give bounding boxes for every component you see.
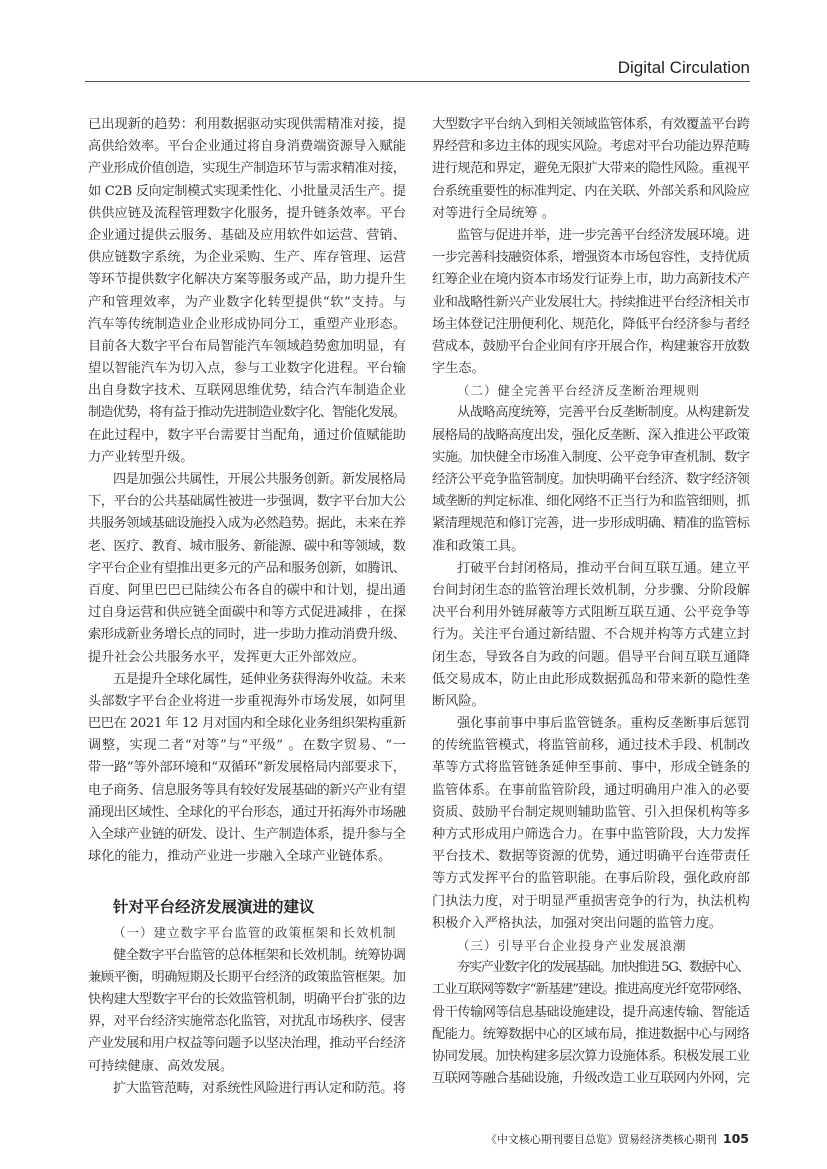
text-line: 等方式发挥平台的监管职能。在事后阶段，强化政府部	[432, 871, 751, 887]
paragraph	[88, 1078, 406, 1100]
text-line: 过自身运营和供应链全面碳中和等方式促进减排 ，在探	[88, 605, 406, 621]
text-line-wrap	[432, 181, 750, 203]
text-line-wrap	[432, 1002, 750, 1024]
subsection-heading: （三）引导平台企业投身产业发展浪潮	[457, 937, 687, 953]
header-rule	[85, 81, 750, 82]
text-line: 监管与促进并举，进一步完善平台经济发展环境。进	[457, 227, 750, 243]
text-line-wrap	[88, 536, 406, 558]
text-line-wrap	[88, 989, 406, 1011]
text-line: 产业发展和用户权益等问题予以坚决治理，推动平台经济	[88, 1036, 406, 1052]
text-line-wrap	[432, 647, 750, 669]
text-line-wrap	[88, 114, 406, 136]
text-line-wrap	[88, 469, 406, 491]
running-header-title: Digital Circulation	[617, 58, 750, 77]
text-line: 红筹企业在境内资本市场发行证券上市，助力高新技术产	[432, 272, 750, 288]
text-line-wrap	[432, 225, 750, 247]
paragraph	[432, 957, 750, 1090]
text-line: 场主体登记注册便利化、规范化，降低平台经济参与者经	[432, 316, 750, 332]
text-line-wrap	[88, 757, 406, 779]
text-line: 制造优势，将有益于推动先进制造业数字化、智能化发展。	[88, 405, 406, 421]
text-line: 强化事前事中事后监管链条。重构反垄断事后惩罚	[457, 716, 751, 732]
text-line: 革等方式将监管链条延伸至事前、事中，形成全链条的	[432, 760, 751, 776]
text-line: 涌现出区域性、全球化的平台形态，通过开拓海外市场融	[88, 804, 406, 820]
text-line-wrap	[88, 380, 406, 402]
text-line: 出自身数字技术、互联网思维优势，结合汽车制造企业	[88, 383, 407, 399]
text-line: 决平台利用外链屏蔽等方式阻断互联互通、公平竞争等	[432, 605, 751, 621]
text-line-wrap	[432, 203, 750, 225]
text-line-wrap	[88, 225, 406, 247]
text-line: 协同发展。加快构建多层次算力设施体系。积极发展工业	[432, 1048, 750, 1064]
paragraph	[88, 945, 406, 1078]
text-line: 从战略高度统筹，完善平台反垄断制度。从构建新发	[457, 405, 750, 421]
text-line-wrap	[432, 891, 750, 913]
paragraph	[432, 713, 750, 935]
text-line-wrap	[88, 624, 406, 646]
text-line: 骨干传输网等信息基础设施建设，提升高速传输、智能适	[432, 1004, 750, 1020]
text-line: 在此过程中，数字平台需要甘当配角，通过价值赋能助	[88, 427, 407, 443]
text-line-wrap	[88, 203, 406, 225]
text-line: 域垄断的判定标准、细化网络不正当行为和监管细则，抓	[432, 494, 750, 510]
text-line: 共服务领域基础设施投入成为必然趋势。据此，未来在养	[88, 516, 406, 532]
text-line-wrap	[432, 447, 750, 469]
text-line: 望以智能汽车为切入点，参与工业数字化进程。平台输	[88, 361, 407, 377]
text-line-wrap	[88, 181, 406, 203]
text-line-wrap	[432, 1024, 750, 1046]
text-line-wrap	[432, 868, 750, 890]
text-line: 行为。关注平台通过新结盟、不合规并构等方式建立封	[432, 627, 751, 643]
text-line: 监管体系。在事前监管阶段，通过明确用户准入的必要	[432, 782, 751, 798]
text-line-wrap	[88, 1078, 406, 1100]
text-line-wrap	[432, 913, 750, 935]
text-line: 准和政策工具。	[432, 538, 525, 554]
text-line-wrap	[432, 691, 750, 713]
text-line: 已出现新的趋势：利用数据驱动实现供需精准对接，提	[88, 117, 407, 132]
text-line-wrap	[88, 314, 406, 336]
text-line-wrap	[432, 314, 750, 336]
text-line-wrap	[88, 647, 406, 669]
text-line-wrap	[88, 945, 406, 967]
text-line-wrap	[432, 824, 750, 846]
text-line: 一步完善科技融资体系，增强资本市场包容性，支持优质	[432, 250, 750, 266]
text-line: 五是提升全球化属性，延伸业务获得海外收益。未来	[113, 671, 406, 687]
text-line: 力产业转型升级。	[88, 449, 194, 465]
text-line: 夯实产业数字化的发展基础。加快推进 5G、数据中心、	[457, 960, 749, 976]
text-line-wrap	[432, 513, 750, 535]
text-line-wrap	[432, 735, 750, 757]
text-line: 如 C2B 反向定制模式实现柔性化、小批量灵活生产。提	[88, 183, 406, 199]
text-line-wrap	[432, 624, 750, 646]
text-line-wrap	[432, 358, 750, 380]
text-line-wrap	[432, 957, 750, 979]
text-line-wrap	[432, 846, 750, 868]
text-line: 进行规范和界定，避免无限扩大带来的隐性风险。重视平	[432, 161, 750, 177]
text-line: 紧清理规范和修订完善，进一步形成明确、精准的监管标	[432, 516, 750, 532]
text-line: 打破平台封闭格局，推动平台间互联互通。建立平	[457, 560, 751, 576]
text-line: 可持续健康、高效发展。	[88, 1058, 234, 1074]
text-line: 台系统重要性的标准判定、内在关联、外部关系和风险应	[432, 183, 750, 199]
subsection-heading: （一）建立数字平台监管的政策框架和长效机制	[113, 925, 397, 941]
text-line: 闭生态，导致各自为政的问题。倡导平台间互联互通降	[432, 649, 751, 665]
text-line-wrap	[432, 292, 750, 314]
text-line-wrap	[432, 580, 750, 602]
text-line-wrap	[432, 802, 750, 824]
text-line: 兼顾平衡，明确短期及长期平台经济的政策监管框架。加	[88, 969, 406, 985]
text-line-wrap	[432, 979, 750, 1001]
subsection-heading: （二）健全完善平台经济反垄断治理规则	[457, 383, 701, 399]
paragraph	[88, 114, 406, 469]
text-line: 平台技术、数据等资源的优势，通过明确平台连带责任	[432, 849, 751, 865]
text-line: 巴巴在 2021 年 12 月对国内和全球化业务组织架构重新	[88, 716, 406, 732]
text-line-wrap	[88, 491, 406, 513]
text-line: 高供给效率。平台企业通过将自身消费端资源导入赋能	[88, 139, 407, 155]
text-line: 字生态。	[432, 361, 485, 377]
text-line: 快构建大型数字平台的长效监管机制，明确平台扩张的边	[88, 991, 406, 1007]
text-line-wrap	[88, 558, 406, 580]
text-line-wrap	[88, 402, 406, 424]
paragraph	[88, 469, 406, 669]
text-line: 对等进行全局统筹 。	[432, 205, 555, 221]
text-line: 头部数字平台企业将进一步重视海外市场发展，如阿里	[88, 693, 407, 709]
text-line-wrap	[88, 846, 406, 868]
text-line: 产和管理效率，为产业数字化转型提供“软”支持。与	[88, 294, 407, 310]
text-line-wrap	[88, 1056, 406, 1078]
text-line-wrap	[88, 336, 406, 358]
text-line: 电子商务、信息服务等具有较好发展基础的新兴产业有望	[88, 782, 406, 798]
text-line: 四是加强公共属性，开展公共服务创新。新发展格局	[113, 472, 406, 487]
text-line: 目前各大数字平台布局智能汽车领域趋势愈加明显，有	[88, 338, 407, 354]
text-line-wrap	[88, 713, 406, 735]
text-line-wrap	[432, 136, 750, 158]
text-line: 百度、阿里巴巴已陆续公布各自的碳中和计划，提出通	[88, 582, 407, 598]
text-line-wrap	[88, 247, 406, 269]
text-line-wrap	[432, 757, 750, 779]
text-line: 种方式形成用户筛选合力。在事中监管阶段，大力发挥	[432, 827, 751, 842]
text-line: 资质、鼓励平台制定规则辅助监管、引入担保机构等多	[432, 804, 751, 820]
text-line-wrap	[432, 491, 750, 513]
text-line: 营成本，鼓励平台企业间有序开展合作，构建兼容开放数	[432, 338, 750, 354]
text-line: 带一路”等外部环境和“双循环”新发展格局内部要求下，	[88, 760, 406, 776]
paragraph	[432, 558, 750, 713]
text-line: 台间封闭生态的监管治理长效机制，分步骤、分阶段解	[432, 582, 751, 598]
text-line: 工业互联网等数字“新基建”建设。推进高度光纤宽带网络、	[432, 982, 750, 998]
text-line-wrap	[88, 292, 406, 314]
text-line-wrap	[432, 1046, 750, 1068]
paragraph	[432, 402, 750, 557]
text-line: 供供应链及流程管理数字化服务，提升链条效率。平台	[88, 205, 407, 221]
text-line-wrap	[88, 802, 406, 824]
text-line: 扩大监管范畴，对系统性风险进行再认定和防范。将	[113, 1080, 406, 1096]
text-line: 企业通过提供云服务、基础及应用软件如运营、营销、	[88, 227, 407, 243]
text-line-wrap	[88, 691, 406, 713]
text-line: 断风险。	[432, 693, 485, 709]
text-line-wrap	[88, 358, 406, 380]
text-line-wrap	[88, 158, 406, 180]
text-line-wrap	[432, 558, 750, 580]
text-line-wrap	[432, 536, 750, 558]
page-number: 105	[722, 1131, 749, 1146]
text-line: 产业形成价值创造，实现生产制造环节与需求精准对接，	[88, 161, 406, 177]
text-line-wrap	[432, 780, 750, 802]
text-line-wrap	[432, 114, 750, 136]
text-line-wrap	[88, 602, 406, 624]
text-line: 提升社会公共服务水平，发挥更大正外部效应。	[88, 649, 365, 665]
text-line-wrap	[432, 247, 750, 269]
text-line-wrap	[88, 669, 406, 691]
text-line-wrap	[88, 824, 406, 846]
text-line: 业和战略性新兴产业发展壮大。持续推进平台经济相关市	[432, 294, 750, 310]
text-line-wrap	[432, 336, 750, 358]
text-line: 界，对平台经济实施常态化监管，对扰乱市场秩序、侵害	[88, 1014, 406, 1030]
text-line: 字平台企业有望推出更多元的产品和服务创新，如腾讯、	[88, 560, 406, 576]
text-line-wrap	[88, 1011, 406, 1033]
text-line-wrap	[88, 447, 406, 469]
text-line-wrap	[432, 713, 750, 735]
text-line: 等环节提供数字化解决方案等服务或产品，助力提升生	[88, 272, 407, 288]
text-line-wrap	[88, 967, 406, 989]
text-line-wrap	[432, 602, 750, 624]
paragraph	[88, 669, 406, 869]
text-line-wrap	[432, 158, 750, 180]
text-line: 汽车等传统制造业企业形成协同分工，重塑产业形态。	[88, 316, 407, 332]
text-line: 入全球产业链的研发、设计、生产制造体系，提升参与全	[88, 827, 406, 842]
text-line: 索形成新业务增长点的同时，进一步助力推动消费升级、	[88, 627, 406, 643]
right-column	[432, 114, 750, 1090]
text-line: 低交易成本，防止由此形成数据孤岛和带来新的隐性垄	[432, 671, 751, 687]
text-line: 球化的能力，推动产业进一步融入全球产业链体系。	[88, 849, 392, 865]
text-line: 老、医疗、教育、城市服务、新能源、碳中和等领域，数	[88, 538, 406, 554]
text-line: 的传统监管模式，将监管前移，通过技术手段、机制改	[432, 738, 751, 754]
text-line-wrap	[88, 513, 406, 535]
text-line-wrap	[88, 580, 406, 602]
text-line-wrap	[432, 425, 750, 447]
left-column	[88, 114, 406, 1100]
text-line-wrap	[432, 469, 750, 491]
text-line-wrap	[432, 1068, 750, 1090]
text-line: 实施。加快健全市场准入制度、公平竞争审查机制、数字	[432, 449, 750, 465]
text-line: 积极介入严格执法，加强对突出问题的监管力度。	[432, 915, 723, 931]
footer-journal: 《中文核心期刊要目总览》贸易经济类核心期刊	[485, 1133, 717, 1146]
text-line-wrap	[88, 269, 406, 291]
text-line: 供应链数字系统，为企业采购、生产、库存管理、运营	[88, 250, 407, 266]
text-line: 经济公平竞争监管制度。加快明确平台经济、数字经济领	[432, 472, 750, 487]
paragraph	[432, 225, 750, 380]
text-line-wrap	[88, 425, 406, 447]
text-line-wrap	[88, 780, 406, 802]
page-footer	[486, 1131, 749, 1147]
paragraph	[432, 114, 750, 225]
section-heading: 针对平台经济发展演进的建议	[113, 898, 315, 917]
text-line: 调整，实现二者“对等”与“平级” 。在数字贸易、“一	[88, 738, 407, 754]
text-line-wrap	[88, 735, 406, 757]
text-line: 大型数字平台纳入到相关领域监管体系，有效覆盖平台跨	[432, 117, 750, 132]
text-line-wrap	[88, 136, 406, 158]
text-line-wrap	[88, 1033, 406, 1055]
text-line: 展格局的战略高度出发，强化反垄断、深入推进公平政策	[432, 427, 750, 443]
text-line-wrap	[432, 669, 750, 691]
text-line: 界经营和多边主体的现实风险。考虑对平台功能边界范畴	[432, 139, 750, 155]
text-line-wrap	[432, 402, 750, 424]
text-line-wrap	[432, 269, 750, 291]
text-line: 健全数字平台监管的总体框架和长效机制。统筹协调	[113, 947, 406, 963]
text-line: 门执法力度，对于明显严重损害竞争的行为，执法机构	[432, 893, 751, 909]
text-line: 配能力。统筹数据中心的区域布局，推进数据中心与网络	[432, 1026, 750, 1042]
text-line: 互联网等融合基础设施，升级改造工业互联网内外网，完	[432, 1071, 750, 1087]
text-line: 下，平台的公共基础属性被进一步强调，数字平台加大公	[88, 494, 406, 510]
